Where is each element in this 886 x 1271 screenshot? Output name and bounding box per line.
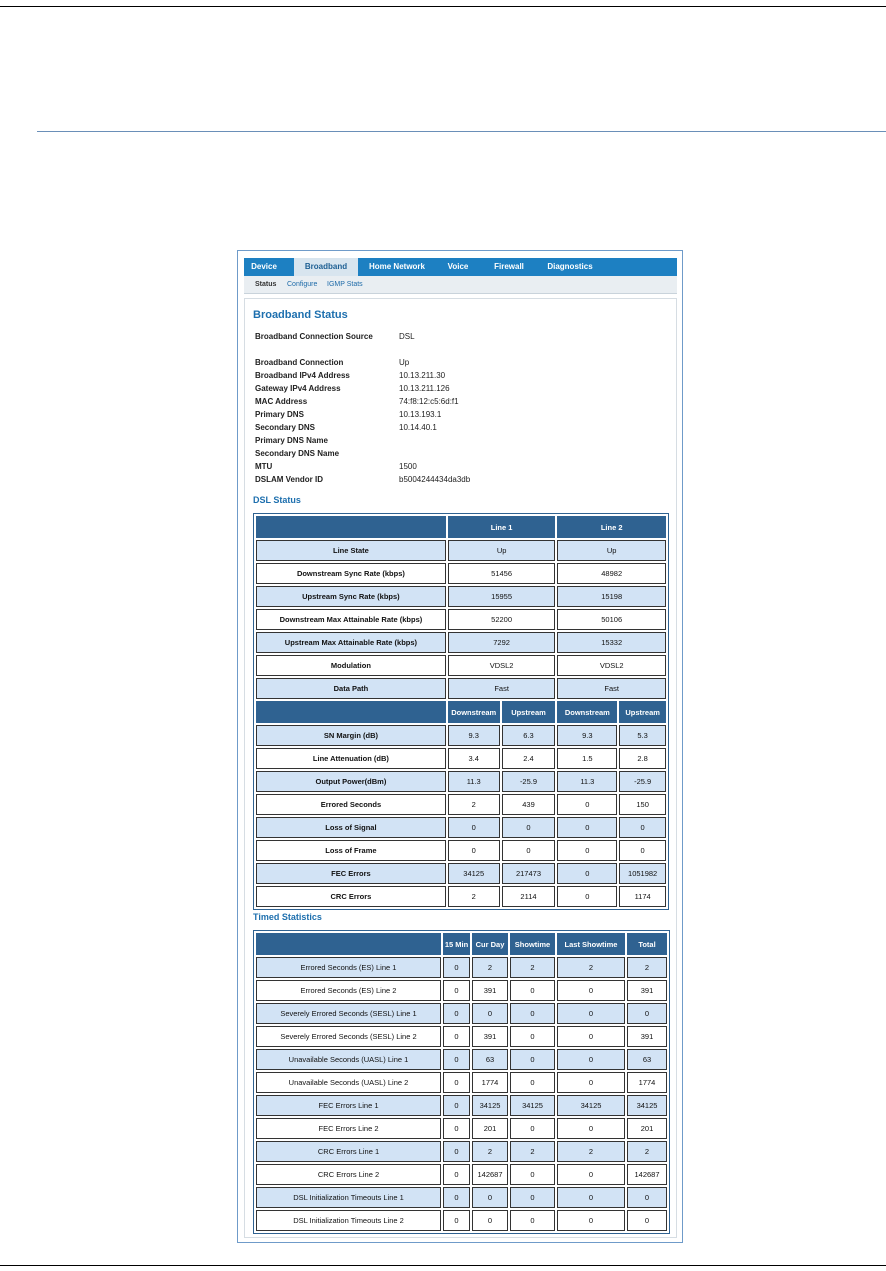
header-direction: Downstream xyxy=(557,701,617,723)
info-value: b5004244434da3db xyxy=(399,475,471,484)
info-label: Broadband IPv4 Address xyxy=(255,371,350,380)
cell-value: 0 xyxy=(557,980,625,1001)
timed-row xyxy=(256,1026,667,1047)
cell-value: 0 xyxy=(443,980,470,1001)
cell-value: 2 xyxy=(510,957,555,978)
cell-value: 63 xyxy=(627,1049,667,1070)
cell-value: 2 xyxy=(448,886,500,907)
cell-value: 0 xyxy=(557,1003,625,1024)
row-label: FEC Errors Line 1 xyxy=(256,1095,441,1116)
row-label: Errored Seconds (ES) Line 1 xyxy=(256,957,441,978)
broadband-status-title: Broadband Status xyxy=(253,309,348,321)
subtab-status[interactable]: Status xyxy=(255,281,277,288)
cell-value: 1174 xyxy=(619,886,666,907)
info-label: MAC Address xyxy=(255,397,308,406)
cell-value: 0 xyxy=(448,817,500,838)
cell-value: 0 xyxy=(510,1026,555,1047)
cell-value: 391 xyxy=(472,1026,508,1047)
line-2-value: VDSL2 xyxy=(557,655,666,676)
cell-value: 0 xyxy=(443,1026,470,1047)
info-value: 74:f8:12:c5:6d:f1 xyxy=(399,397,459,406)
dsl-direction-header-row xyxy=(256,701,666,723)
subtab-igmp-stats[interactable]: IGMP Stats xyxy=(327,281,363,288)
cell-value: -25.9 xyxy=(502,771,556,792)
cell-value: 0 xyxy=(443,1164,470,1185)
row-label: Loss of Signal xyxy=(256,817,446,838)
cell-value: 142687 xyxy=(472,1164,508,1185)
header-blank xyxy=(256,516,446,538)
row-label: FEC Errors xyxy=(256,863,446,884)
row-label: CRC Errors Line 1 xyxy=(256,1141,441,1162)
line-1-value: Up xyxy=(448,540,556,561)
timed-row xyxy=(256,1003,667,1024)
cell-value: 217473 xyxy=(502,863,556,884)
cell-value: 9.3 xyxy=(557,725,617,746)
dsl-direction-row xyxy=(256,748,666,769)
cell-value: 0 xyxy=(510,1118,555,1139)
connection-source-value: DSL xyxy=(399,332,415,341)
tab-voice[interactable]: Voice xyxy=(447,262,469,271)
cell-value: 0 xyxy=(443,1049,470,1070)
sub-nav xyxy=(244,276,677,294)
timed-row xyxy=(256,980,667,1001)
cell-value: 0 xyxy=(557,1072,625,1093)
cell-value: 0 xyxy=(472,1003,508,1024)
cell-value: 9.3 xyxy=(448,725,500,746)
info-label: Secondary DNS xyxy=(255,423,316,432)
row-label: Unavailable Seconds (UASL) Line 1 xyxy=(256,1049,441,1070)
timed-row xyxy=(256,1049,667,1070)
cell-value: 0 xyxy=(557,794,617,815)
cell-value: 0 xyxy=(557,1210,625,1231)
line-2-value: 50106 xyxy=(557,609,666,630)
info-label: Primary DNS xyxy=(255,410,304,419)
tab-home-network[interactable]: Home Network xyxy=(368,262,425,271)
cell-value: 0 xyxy=(443,1187,470,1208)
cell-value: 0 xyxy=(627,1003,667,1024)
cell-value: 0 xyxy=(502,840,556,861)
cell-value: 150 xyxy=(619,794,666,815)
line-2-value: Fast xyxy=(557,678,666,699)
row-label: DSL Initialization Timeouts Line 1 xyxy=(256,1187,441,1208)
header-period: 15 Min xyxy=(443,933,470,955)
cell-value: 0 xyxy=(557,863,617,884)
line-2-value: 15198 xyxy=(557,586,666,607)
timed-row xyxy=(256,1164,667,1185)
cell-value: 0 xyxy=(443,1095,470,1116)
row-label: Downstream Max Attainable Rate (kbps) xyxy=(256,609,446,630)
header-direction: Upstream xyxy=(619,701,666,723)
cell-value: 0 xyxy=(510,1187,555,1208)
timed-row xyxy=(256,1072,667,1093)
header-blank xyxy=(256,701,446,723)
header-direction: Upstream xyxy=(502,701,556,723)
cell-value: 142687 xyxy=(627,1164,667,1185)
line-1-value: 7292 xyxy=(448,632,556,653)
dsl-line-row xyxy=(256,632,666,653)
cell-value: 0 xyxy=(502,817,556,838)
timed-statistics-table xyxy=(253,930,670,1234)
info-value: 1500 xyxy=(399,462,417,471)
cell-value: 34125 xyxy=(472,1095,508,1116)
row-label: Errored Seconds (ES) Line 2 xyxy=(256,980,441,1001)
timed-header-row xyxy=(256,933,667,955)
dsl-line-row xyxy=(256,678,666,699)
cell-value: 1.5 xyxy=(557,748,617,769)
cell-value: 5.3 xyxy=(619,725,666,746)
cell-value: 2114 xyxy=(502,886,556,907)
tab-device[interactable]: Device xyxy=(251,262,277,271)
line-1-value: VDSL2 xyxy=(448,655,556,676)
cell-value: 0 xyxy=(510,1164,555,1185)
line-1-value: 51456 xyxy=(448,563,556,584)
header-blank xyxy=(256,933,441,955)
line-1-value: 52200 xyxy=(448,609,556,630)
cell-value: 0 xyxy=(557,1049,625,1070)
cell-value: 34125 xyxy=(627,1095,667,1116)
cell-value: 1774 xyxy=(472,1072,508,1093)
cell-value: 0 xyxy=(443,1141,470,1162)
timed-statistics-title: Timed Statistics xyxy=(253,912,322,922)
cell-value: 0 xyxy=(557,886,617,907)
info-value: 10.13.211.30 xyxy=(399,371,446,380)
dsl-line-row xyxy=(256,586,666,607)
line-2-value: 15332 xyxy=(557,632,666,653)
cell-value: 0 xyxy=(627,1187,667,1208)
dsl-line-row xyxy=(256,655,666,676)
cell-value: -25.9 xyxy=(619,771,666,792)
row-label: Severely Errored Seconds (SESL) Line 2 xyxy=(256,1026,441,1047)
dsl-direction-row xyxy=(256,863,666,884)
top-rule xyxy=(0,6,886,7)
info-label: DSLAM Vendor ID xyxy=(255,475,324,484)
connection-source-label: Broadband Connection Source xyxy=(255,332,373,341)
content-panel xyxy=(244,298,677,1238)
timed-row xyxy=(256,1210,667,1231)
main-nav xyxy=(244,258,677,276)
row-label: Line State xyxy=(256,540,446,561)
row-label: Severely Errored Seconds (SESL) Line 1 xyxy=(256,1003,441,1024)
timed-row xyxy=(256,1095,667,1116)
cell-value: 1051982 xyxy=(619,863,666,884)
row-label: Data Path xyxy=(256,678,446,699)
info-value: Up xyxy=(399,358,410,367)
info-label: Gateway IPv4 Address xyxy=(255,384,341,393)
cell-value: 3.4 xyxy=(448,748,500,769)
dsl-line-row xyxy=(256,563,666,584)
row-label: Upstream Sync Rate (kbps) xyxy=(256,586,446,607)
tab-diagnostics[interactable]: Diagnostics xyxy=(547,262,593,271)
cell-value: 201 xyxy=(472,1118,508,1139)
dsl-line-row xyxy=(256,540,666,561)
line-2-value: Up xyxy=(557,540,666,561)
row-label: SN Margin (dB) xyxy=(256,725,446,746)
cell-value: 2.4 xyxy=(502,748,556,769)
info-label: MTU xyxy=(255,462,273,471)
cell-value: 0 xyxy=(557,1118,625,1139)
row-label: Upstream Max Attainable Rate (kbps) xyxy=(256,632,446,653)
bottom-rule xyxy=(0,1265,886,1266)
cell-value: 11.3 xyxy=(448,771,500,792)
row-label: Unavailable Seconds (UASL) Line 2 xyxy=(256,1072,441,1093)
cell-value: 0 xyxy=(472,1210,508,1231)
cell-value: 0 xyxy=(557,840,617,861)
cell-value: 0 xyxy=(510,1210,555,1231)
tab-firewall[interactable]: Firewall xyxy=(494,262,524,271)
cell-value: 0 xyxy=(472,1187,508,1208)
info-label: Secondary DNS Name xyxy=(255,449,340,458)
cell-value: 0 xyxy=(510,1049,555,1070)
cell-value: 11.3 xyxy=(557,771,617,792)
row-label: Loss of Frame xyxy=(256,840,446,861)
header-line-2: Line 2 xyxy=(557,516,666,538)
cell-value: 2 xyxy=(627,1141,667,1162)
cell-value: 2 xyxy=(448,794,500,815)
info-value: 10.13.211.126 xyxy=(399,384,450,393)
cell-value: 34125 xyxy=(510,1095,555,1116)
cell-value: 2.8 xyxy=(619,748,666,769)
dsl-direction-row xyxy=(256,725,666,746)
timed-row xyxy=(256,1141,667,1162)
info-value: 10.13.193.1 xyxy=(399,410,442,419)
cell-value: 0 xyxy=(510,980,555,1001)
dsl-status-title: DSL Status xyxy=(253,495,301,505)
row-label: Errored Seconds xyxy=(256,794,446,815)
cell-value: 0 xyxy=(448,840,500,861)
cell-value: 0 xyxy=(619,817,666,838)
cell-value: 201 xyxy=(627,1118,667,1139)
cell-value: 0 xyxy=(443,1072,470,1093)
row-label: Line Attenuation (dB) xyxy=(256,748,446,769)
cell-value: 0 xyxy=(443,1003,470,1024)
dsl-direction-row xyxy=(256,771,666,792)
line-1-value: Fast xyxy=(448,678,556,699)
cell-value: 439 xyxy=(502,794,556,815)
dsl-direction-row xyxy=(256,886,666,907)
header-period: Cur Day xyxy=(472,933,508,955)
row-label: Modulation xyxy=(256,655,446,676)
dsl-line-header-row xyxy=(256,516,666,538)
row-label: Downstream Sync Rate (kbps) xyxy=(256,563,446,584)
cell-value: 0 xyxy=(443,1210,470,1231)
info-label: Primary DNS Name xyxy=(255,436,328,445)
cell-value: 0 xyxy=(557,1164,625,1185)
tab-broadband[interactable]: Broadband xyxy=(294,258,358,276)
cell-value: 0 xyxy=(510,1072,555,1093)
cell-value: 0 xyxy=(619,840,666,861)
cell-value: 1774 xyxy=(627,1072,667,1093)
row-label: Output Power(dBm) xyxy=(256,771,446,792)
line-2-value: 48982 xyxy=(557,563,666,584)
cell-value: 34125 xyxy=(557,1095,625,1116)
header-direction: Downstream xyxy=(448,701,500,723)
dsl-line-row xyxy=(256,609,666,630)
cell-value: 0 xyxy=(557,1026,625,1047)
cell-value: 0 xyxy=(557,817,617,838)
row-label: CRC Errors xyxy=(256,886,446,907)
row-label: FEC Errors Line 2 xyxy=(256,1118,441,1139)
cell-value: 63 xyxy=(472,1049,508,1070)
cell-value: 0 xyxy=(557,1187,625,1208)
timed-row xyxy=(256,1187,667,1208)
cell-value: 2 xyxy=(627,957,667,978)
cell-value: 0 xyxy=(443,1118,470,1139)
row-label: DSL Initialization Timeouts Line 2 xyxy=(256,1210,441,1231)
timed-row xyxy=(256,1118,667,1139)
cell-value: 34125 xyxy=(448,863,500,884)
dsl-direction-row xyxy=(256,840,666,861)
cell-value: 2 xyxy=(510,1141,555,1162)
cell-value: 0 xyxy=(627,1210,667,1231)
header-line-1: Line 1 xyxy=(448,516,556,538)
dsl-direction-row xyxy=(256,817,666,838)
row-label: CRC Errors Line 2 xyxy=(256,1164,441,1185)
dsl-status-table xyxy=(253,513,669,910)
cell-value: 0 xyxy=(510,1003,555,1024)
cell-value: 2 xyxy=(557,1141,625,1162)
header-divider xyxy=(37,131,886,132)
timed-row xyxy=(256,957,667,978)
router-ui-frame xyxy=(237,250,683,1243)
info-value: 10.14.40.1 xyxy=(399,423,437,432)
cell-value: 391 xyxy=(627,980,667,1001)
cell-value: 6.3 xyxy=(502,725,556,746)
info-label: Broadband Connection xyxy=(255,358,344,367)
cell-value: 2 xyxy=(472,957,508,978)
cell-value: 0 xyxy=(443,957,470,978)
header-period: Last Showtime xyxy=(557,933,625,955)
subtab-configure[interactable]: Configure xyxy=(287,281,318,288)
cell-value: 391 xyxy=(472,980,508,1001)
dsl-direction-row xyxy=(256,794,666,815)
cell-value: 391 xyxy=(627,1026,667,1047)
header-period: Showtime xyxy=(510,933,555,955)
line-1-value: 15955 xyxy=(448,586,556,607)
cell-value: 2 xyxy=(557,957,625,978)
cell-value: 2 xyxy=(472,1141,508,1162)
header-period: Total xyxy=(627,933,667,955)
